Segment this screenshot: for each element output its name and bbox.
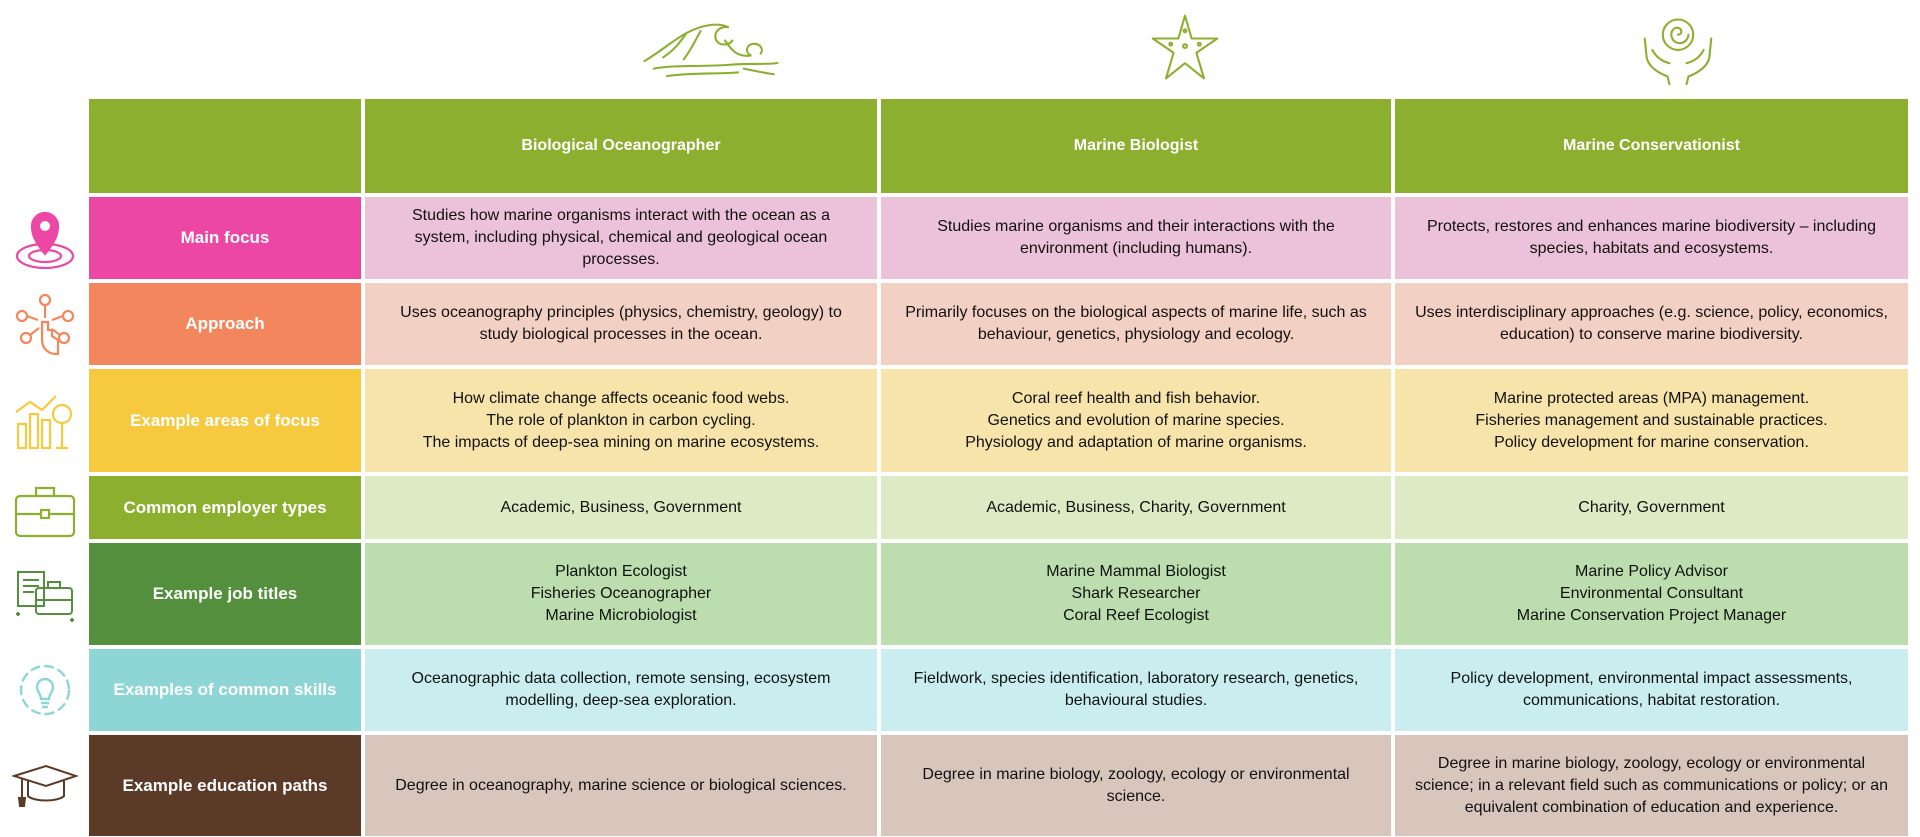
- column-header: Marine Conservationist: [1395, 99, 1908, 193]
- row-label: Example education paths: [89, 735, 361, 836]
- table-cell: Fieldwork, species identification, laboratory research, genetics, behavioural studies.: [881, 649, 1391, 731]
- table-cell: Uses interdisciplinary approaches (e.g. science, policy, economics, education) to conserve marine biodiversity.: [1395, 283, 1908, 365]
- table-cell: Protects, restores and enhances marine biodiversity – including species, habitats and ecosystems.: [1395, 197, 1908, 279]
- table-cell: Academic, Business, Government: [365, 476, 877, 539]
- briefcase-icon: [8, 474, 82, 548]
- wave-icon: [630, 8, 790, 88]
- starfish-icon: [1145, 8, 1225, 88]
- table-cell: Academic, Business, Charity, Government: [881, 476, 1391, 539]
- hand-network-icon: [8, 288, 82, 362]
- hands-shell-icon: [1635, 8, 1721, 88]
- table-cell: Degree in marine biology, zoology, ecology or environmental science; in a relevant field such as communications or policy; or an equivalent combination of education and experience.: [1395, 735, 1908, 836]
- table-cell: Degree in marine biology, zoology, ecology or environmental science.: [881, 735, 1391, 836]
- column-header: Marine Biologist: [881, 99, 1391, 193]
- table-cell: Marine Mammal Biologist Shark Researcher Coral Reef Ecologist: [881, 543, 1391, 645]
- table-cell: Primarily focuses on the biological aspects of marine life, such as behaviour, genetics, physiology and ecology.: [881, 283, 1391, 365]
- column-header: Biological Oceanographer: [365, 99, 877, 193]
- table-cell: Uses oceanography principles (physics, chemistry, geology) to study biological processes in the ocean.: [365, 283, 877, 365]
- table-cell: Marine Policy Advisor Environmental Consultant Marine Conservation Project Manager: [1395, 543, 1908, 645]
- header-corner: [89, 99, 361, 193]
- table-cell: Studies marine organisms and their interactions with the environment (including humans).: [881, 197, 1391, 279]
- row-label: Approach: [89, 283, 361, 365]
- comparison-table: [89, 99, 1920, 837]
- table-cell: Policy development, environmental impact assessments, communications, habitat restoration.: [1395, 649, 1908, 731]
- row-label: Example job titles: [89, 543, 361, 645]
- graduation-cap-icon: [8, 748, 82, 822]
- table-cell: How climate change affects oceanic food webs. The role of plankton in carbon cycling. The impacts of deep-sea mining on marine ecosystems.: [365, 369, 877, 472]
- table-cell: Marine protected areas (MPA) management. Fisheries management and sustainable practices. Policy development for marine conservation.: [1395, 369, 1908, 472]
- table-cell: Charity, Government: [1395, 476, 1908, 539]
- table-cell: Degree in oceanography, marine science or biological sciences.: [365, 735, 877, 836]
- table-cell: Oceanographic data collection, remote sensing, ecosystem modelling, deep-sea exploration.: [365, 649, 877, 731]
- location-pin-icon: [8, 202, 82, 276]
- table-cell: Plankton Ecologist Fisheries Oceanographer Marine Microbiologist: [365, 543, 877, 645]
- lightbulb-gear-icon: [8, 653, 82, 727]
- row-label: Example areas of focus: [89, 369, 361, 472]
- row-label: Examples of common skills: [89, 649, 361, 731]
- bar-chart-magnifier-icon: [8, 384, 82, 458]
- table-cell: Coral reef health and fish behavior. Genetics and evolution of marine species. Physiology and adaptation of marine organisms.: [881, 369, 1391, 472]
- row-label: Main focus: [89, 197, 361, 279]
- row-label: Common employer types: [89, 476, 361, 539]
- briefcase-document-icon: [8, 558, 82, 632]
- table-cell: Studies how marine organisms interact with the ocean as a system, including physical, chemical and geological ocean processes.: [365, 197, 877, 279]
